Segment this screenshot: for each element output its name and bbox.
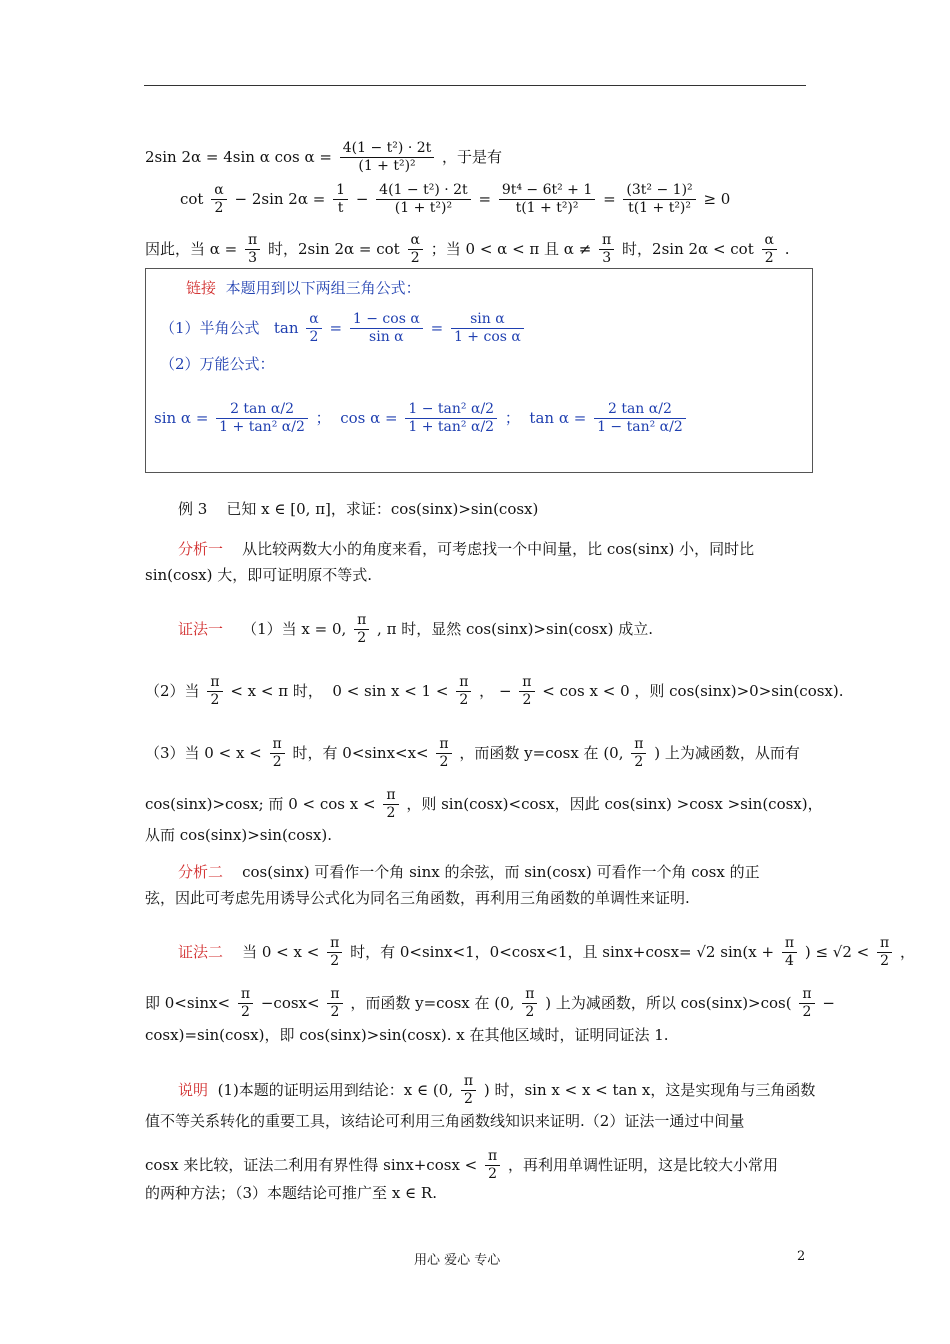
equation-cot-difference: cot $\frac{\alpha}{2}$ − 2sin 2α = $\frac{1}{t}$ − $\frac{\text{4(1 − t²) · 2t}}{\text{(1 + t²)²}}$ = $\frac{\text{9t⁴ − 6t² + 1}}{\text{t(1 + t²)²}}$ = $\frac{\text{(3t² − 1)²}}{\text{t(1 + t²)²}}$ ≥ 0 xyxy=(180,182,731,217)
proof-1-case-3-line-1: （3）当 0 < x < $\frac{\pi}{2}$ 时，有 0<sinx<x< $\frac{\pi}{2}$ ，而函数 y=cosx 在 (0, $\frac{\pi}{2}$ ) 上为减函数，从而有 xyxy=(145,736,800,771)
proof-2-line-1: 证法二 当 0 < x < $\frac{\pi}{2}$ 时，有 0<sinx<1，0<cosx<1，且 sinx+cosx= √2 sin(x + $\frac{\pi}{4}$ ) ≤ √2 < $\frac{\pi}{2}$ ， xyxy=(178,935,916,970)
note-line-2: 值不等关系转化的重要工具，该结论可利用三角函数线知识来证明.（2）证法一通过中间量 xyxy=(145,1112,745,1130)
proof-1-case-3-line-2: cos(sinx)>cosx; 而 0 < cos x < $\frac{\pi}{2}$ ，则 sin(cosx)<cosx，因此 cos(sinx) >cosx >sin(cosx)， xyxy=(145,787,823,822)
example-3-statement: 例 3 已知 x ∈ [0, π]，求证：cos(sinx)>sin(cosx) xyxy=(178,500,539,518)
proof-1-case-3-line-3: 从而 cos(sinx)>sin(cosx). xyxy=(145,826,333,844)
analysis-1-line-1: 分析一 从比较两数大小的角度来看，可考虑找一个中间量，比 cos(sinx) 小，同时比 xyxy=(178,540,755,558)
note-line-3: cosx 来比较，证法二利用有界性得 sinx+cosx < $\frac{\pi}{2}$ ，再利用单调性证明，这是比较大小常用 xyxy=(145,1148,779,1183)
proof-1-case-1: 证法一 （1）当 x = 0, $\frac{\pi}{2}$ , π 时，显然 cos(sinx)>sin(cosx) 成立. xyxy=(178,612,653,647)
universal-formula-label: （2）万能公式： xyxy=(160,355,275,373)
note-line-1: 说明 (1)本题的证明运用到结论：x ∈ (0, $\frac{\pi}{2}$ ) 时，sin x < x < tan x，这是实现角与三角函数 xyxy=(178,1073,816,1108)
page-number: 2 xyxy=(797,1249,806,1264)
proof-1-case-2: （2）当 $\frac{\pi}{2}$ < x < π 时， 0 < sin x < 1 < $\frac{\pi}{2}$ ， − $\frac{\pi}{2}$ < cos x < 0 ，则 cos(sinx)>0>sin(cosx). xyxy=(145,674,844,709)
formula-link-box xyxy=(145,268,813,473)
analysis-2-line-2: 弦，因此可考虑先用诱导公式化为同名三角函数，再利用三角函数的单调性来证明. xyxy=(145,889,690,907)
half-angle-formula: （1）半角公式 tan $\frac{\alpha}{2}$ = $\frac{\text{1 − cos α}}{\text{sin α}}$ = $\frac{\text{sin α}}{\text{1 + cos α}}$ xyxy=(160,311,527,347)
analysis-1-line-2: sin(cosx) 大，即可证明原不等式. xyxy=(145,566,372,584)
header-rule xyxy=(144,85,806,86)
note-line-4: 的两种方法；（3）本题结论可推广至 x ∈ R. xyxy=(145,1184,437,1202)
conclusion-line: 因此，当 α = $\frac{\pi}{3}$ 时，2sin 2α = cot $\frac{\alpha}{2}$ ；当 0 < α < π 且 α ≠ $\frac{\pi}{3}$ 时，2sin 2α < cot $\frac{\alpha}{2}$ . xyxy=(145,232,790,267)
link-title: 链接 本题用到以下两组三角公式： xyxy=(186,279,421,297)
footer-text: 用心 爱心 专心 xyxy=(414,1253,501,1268)
proof-2-line-3: cosx)=sin(cosx)，即 cos(sinx)>sin(cosx). x 在其他区域时，证明同证法 1. xyxy=(145,1026,669,1044)
proof-2-line-2: 即 0<sinx< $\frac{\pi}{2}$ −cosx< $\frac{\pi}{2}$ ，而函数 y=cosx 在 (0, $\frac{\pi}{2}$ ) 上为减函数，所以 cos(sinx)>cos( $\frac{\pi}{2}$ − xyxy=(145,986,835,1021)
analysis-2-line-1: 分析二 cos(sinx) 可看作一个角 sinx 的余弦，而 sin(cosx) 可看作一个角 cosx 的正 xyxy=(178,863,760,881)
universal-formulas: sin α = $\frac{\text{2 tan α/2}}{\text{1 + tan² α/2}}$ ； cos α = $\frac{\text{1 − tan² α/2}}{\text{1 + tan² α/2}}$ ； tan α = $\frac{\text{2 tan α/2}}{\text{1 − tan² α/2}}$ xyxy=(154,401,689,437)
equation-2sin2alpha: 2sin 2α = 4sin α cos α = $\frac{\text{4(1 − t²) · 2t}}{\text{(1 + t²)²}}$ ，于是有 xyxy=(145,140,503,175)
